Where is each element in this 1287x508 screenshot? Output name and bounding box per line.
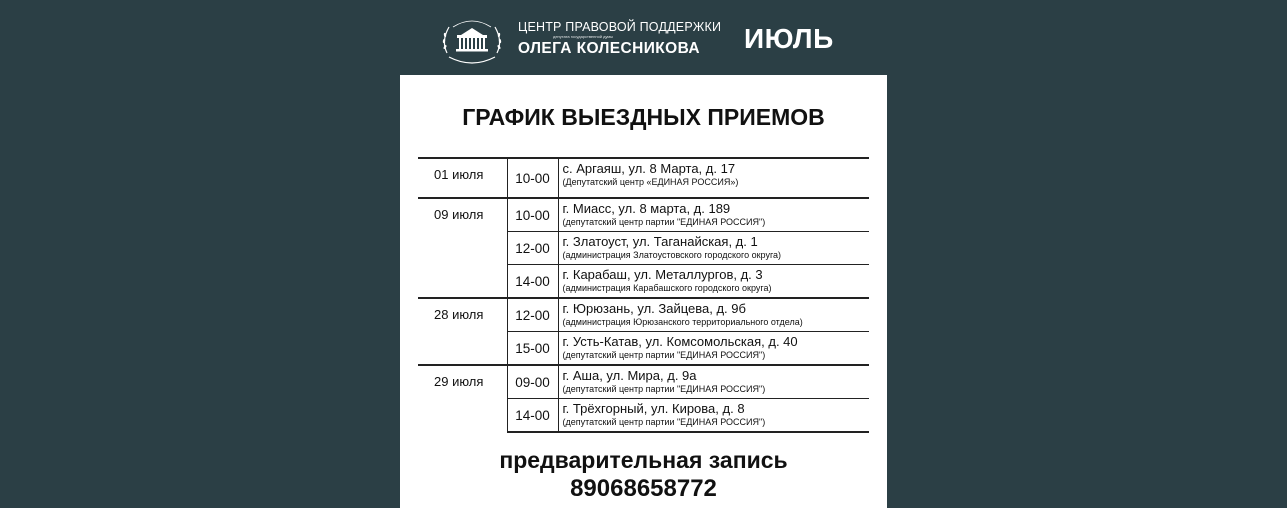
address-text: г. Юрюзань, ул. Зайцева, д. 9б xyxy=(562,301,746,316)
page-title: ГРАФИК ВЫЕЗДНЫХ ПРИЕМОВ xyxy=(462,104,825,130)
table-row xyxy=(418,365,869,399)
address-text: г. Карабаш, ул. Металлургов, д. 3 xyxy=(562,267,763,282)
time-cell: 10-00 xyxy=(507,198,558,232)
deputy-name: ОЛЕГА КОЛЕСНИКОВА xyxy=(518,40,700,57)
month-label: ИЮЛЬ xyxy=(744,23,834,54)
time-cell: 10-00 xyxy=(507,158,558,198)
address-text: г. Трёхгорный, ул. Кирова, д. 8 xyxy=(562,401,745,416)
phone-number: 89068658772 xyxy=(570,475,717,502)
place-cell xyxy=(558,265,869,299)
address-text: г. Усть-Катав, ул. Комсомольская, д. 40 xyxy=(562,334,798,349)
table-row xyxy=(418,298,869,332)
date-cell: 01 июля xyxy=(418,158,507,198)
table-row xyxy=(418,198,869,232)
address-text: г. Миасс, ул. 8 марта, д. 189 xyxy=(562,201,731,216)
time-cell: 09-00 xyxy=(507,365,558,399)
place-cell xyxy=(558,298,869,332)
date-cell: 28 июля xyxy=(418,298,507,365)
time-cell: 14-00 xyxy=(507,399,558,433)
place-cell xyxy=(558,198,869,232)
organization-text: (Депутатский центр «ЕДИНАЯ РОССИЯ») xyxy=(562,177,739,187)
schedule-poster xyxy=(400,0,887,508)
place-cell xyxy=(558,332,869,366)
organization-text: (администрация Златоустовского городского округа) xyxy=(562,250,782,260)
date-cell: 09 июля xyxy=(418,198,507,298)
address-text: с. Аргаяш, ул. 8 Марта, д. 17 xyxy=(562,161,736,176)
center-name-line: ЦЕНТР ПРАВОВОЙ ПОДДЕРЖКИ xyxy=(518,20,722,34)
organization-text: (депутатский центр партии "ЕДИНАЯ РОССИЯ") xyxy=(562,384,766,394)
organization-text: (депутатский центр партии "ЕДИНАЯ РОССИЯ") xyxy=(562,417,766,427)
place-cell xyxy=(558,158,869,198)
organization-text: (администрация Юрюзанского территориального отдела) xyxy=(562,317,803,327)
address-text: г. Аша, ул. Мира, д. 9а xyxy=(562,368,697,383)
place-cell xyxy=(558,232,869,265)
deputy-caption: депутата государственной думы xyxy=(553,34,614,39)
state-duma-emblem xyxy=(437,13,507,67)
organization-text: (администрация Карабашского городского округа) xyxy=(562,283,772,293)
time-cell: 12-00 xyxy=(507,232,558,265)
registration-note: предварительная запись xyxy=(499,447,788,473)
poster-header xyxy=(400,0,887,75)
schedule-table xyxy=(418,157,869,433)
address-text: г. Златоуст, ул. Таганайская, д. 1 xyxy=(562,234,758,249)
table-row xyxy=(418,158,869,198)
organization-text: (депутатский центр партии "ЕДИНАЯ РОССИЯ") xyxy=(562,217,766,227)
organization-text: (депутатский центр партии "ЕДИНАЯ РОССИЯ") xyxy=(562,350,766,360)
time-cell: 12-00 xyxy=(507,298,558,332)
time-cell: 15-00 xyxy=(507,332,558,366)
place-cell xyxy=(558,365,869,399)
place-cell xyxy=(558,399,869,433)
time-cell: 14-00 xyxy=(507,265,558,299)
date-cell: 29 июля xyxy=(418,365,507,432)
